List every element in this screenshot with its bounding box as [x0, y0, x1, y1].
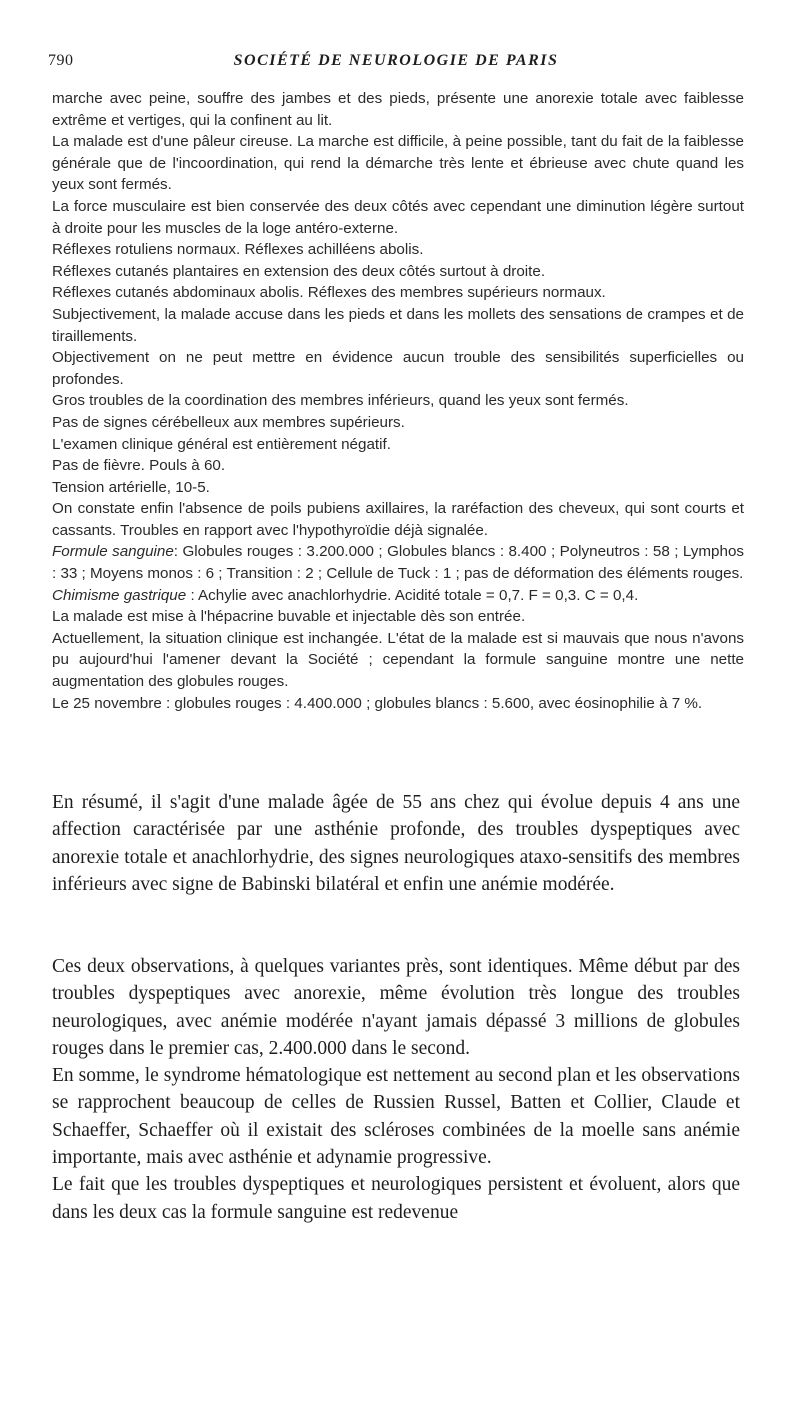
discussion-section [52, 953, 740, 1226]
observation-paragraph: Réflexes cutanés abdominaux abolis. Réflexes des membres supérieurs normaux. [52, 284, 606, 302]
observation-paragraph: Pas de signes cérébelleux aux membres supérieurs. [52, 413, 405, 431]
observation-paragraph: L'examen clinique général est entièrement négatif. [52, 435, 391, 453]
blood-formula-label: Formule sanguine [52, 543, 174, 561]
summary-paragraph: En résumé, il s'agit d'une malade âgée de 55 ans chez qui évolue depuis 4 ans une affection caractérisée par une asthénie profonde, des troubles dyspeptiques avec anorexie totale et anachlorhydrie, des signes neurologiques ataxo-sensitifs des membres inférieurs avec signe de Babinski bilatéral et enfin une anémie modérée. [52, 792, 740, 895]
observation-paragraph: marche avec peine, souffre des jambes et des pieds, présente une anorexie totale avec faiblesse extrême et vertiges, qui la confinent au lit. [52, 90, 744, 129]
discussion-paragraph: En somme, le syndrome hématologique est nettement au second plan et les observations se rapprochent beaucoup de celles de Russien Russel, Batten et Collier, Claude et Schaeffer, Schaeffer où il existait des scléroses combinées de la moelle sans anémie importante, mais avec asthénie et adynamie progressive. [52, 1065, 740, 1169]
observation-paragraph: On constate enfin l'absence de poils pubiens axillaires, la raréfaction des cheveux, qui sont courts et cassants. Troubles en rapport avec l'hypothyroïdie déjà signalée. [52, 500, 744, 539]
observation-paragraph: La malade est mise à l'hépacrine buvable et injectable dès son entrée. [52, 608, 526, 626]
summary-section [52, 789, 740, 898]
observation-paragraph: Réflexes rotuliens normaux. Réflexes achilléens abolis. [52, 241, 424, 259]
observation-paragraph: La force musculaire est bien conservée des deux côtés avec cependant une diminution légère surtout à droite pour les muscles de la loge antéro-externe. [52, 197, 744, 237]
observation-paragraph: Actuellement, la situation clinique est inchangée. L'état de la malade est si mauvais que nous n'avons pu aujourd'hui l'amener devant la Société ; cependant la formule sanguine montre une nette augmentation des globules rouges. [52, 629, 744, 691]
observation-paragraph: Subjectivement, la malade accuse dans les pieds et dans les mollets des sensations de crampes et de tiraillements. [52, 305, 744, 345]
observation-paragraph: Gros troubles de la coordination des membres inférieurs, quand les yeux sont fermés. [52, 392, 629, 410]
blood-formula-paragraph [52, 541, 744, 584]
page-header [48, 52, 744, 76]
gastric-chemistry-label: Chimisme gastrique [52, 586, 187, 604]
discussion-paragraph: Le fait que les troubles dyspeptiques et neurologiques persistent et évoluent, alors que dans les deux cas la formule sanguine est redevenue [52, 1174, 740, 1223]
blood-formula-text: : Globules rouges : 3.200.000 ; Globules blancs : 8.400 ; Polyneutros : 58 ; Lymphos : 33 ; Moyens monos : 6 ; Transition : 2 ; Cellule de Tuck : 1 ; pas de déformation des éléments rouges. [52, 543, 744, 583]
gastric-chemistry-text: : Achylie avec anachlorhydrie. Acidité totale = 0,7. F = 0,3. C = 0,4. [186, 586, 639, 604]
observation-paragraph: Réflexes cutanés plantaires en extension des deux côtés surtout à droite. [52, 262, 546, 280]
discussion-paragraph: Ces deux observations, à quelques variantes près, sont identiques. Même début par des troubles dyspeptiques avec anorexie, même évolution très longue des troubles neurologiques, avec anémie modérée n'ayant jamais dépassé 3 millions de globules rouges dans le premier cas, 2.400.000 dans le second. [52, 956, 740, 1059]
observation-paragraph: Le 25 novembre : globules rouges : 4.400.000 ; globules blancs : 5.600, avec éosinophilie à 7 %. [52, 694, 703, 712]
page-number: 790 [48, 52, 74, 69]
observation-paragraph: Tension artérielle, 10-5. [52, 478, 210, 496]
observation-paragraph: La malade est d'une pâleur cireuse. La marche est difficile, à peine possible, tant du fait de la faiblesse générale que de l'incoordination, qui rend la démarche très lente et ébrieuse avec chute quand les yeux sont fermés. [52, 133, 744, 194]
running-title: SOCIÉTÉ DE NEUROLOGIE DE PARIS [233, 52, 559, 69]
observation-section [52, 88, 744, 714]
gastric-chemistry-paragraph [52, 585, 744, 607]
observation-paragraph: Objectivement on ne peut mettre en évidence aucun trouble des sensibilités superficielles ou profondes. [52, 349, 744, 388]
observation-paragraph: Pas de fièvre. Pouls à 60. [52, 457, 226, 475]
